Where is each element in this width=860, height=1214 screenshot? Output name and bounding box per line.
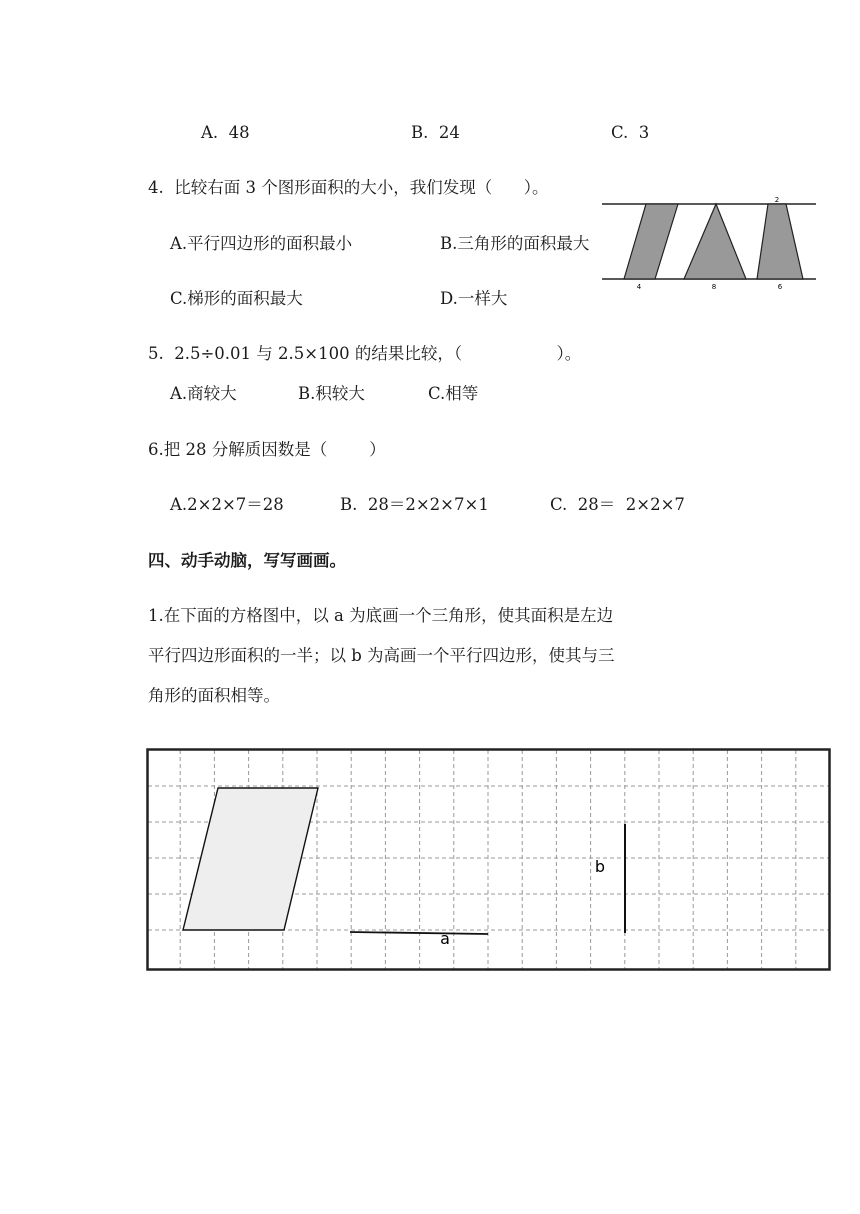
q5-stem: 5. 2.5÷0.01 与 2.5×100 的结果比较，（ ）。 (148, 344, 582, 363)
q4-stem: 4. 比较右面 3 个图形面积的大小，我们发现（ ）。 (148, 178, 549, 197)
label-base-3: 6 (777, 283, 783, 291)
label-top: 2 (774, 196, 780, 204)
q3-option-a: A. 48 (201, 123, 250, 142)
instruction-line-1: 1.在下面的方格图中，以 a 为底画一个三角形，使其面积是左边 (148, 606, 614, 625)
q4-option-c: C.梯形的面积最大 (170, 289, 303, 308)
label-base-2: 8 (711, 283, 717, 291)
triangle-shape (684, 204, 746, 279)
q5-option-c: C.相等 (428, 384, 479, 403)
q3-option-c: C. 3 (611, 123, 650, 142)
q6-stem: 6.把 28 分解质因数是（ ） (148, 440, 386, 459)
label-base-1: 4 (636, 283, 642, 291)
q6-option-a: A.2×2×7＝28 (170, 495, 284, 514)
label-a: a (440, 929, 450, 948)
q5-option-b: B.积较大 (298, 384, 365, 403)
given-parallelogram (183, 788, 318, 930)
drawing-grid[interactable] (146, 748, 832, 972)
q4-option-b: B.三角形的面积最大 (440, 234, 590, 253)
instruction-line-2: 平行四边形面积的一半；以 b 为高画一个平行四边形，使其与三 (148, 646, 615, 665)
segment-a (350, 932, 488, 934)
instruction-line-3: 角形的面积相等。 (148, 686, 280, 705)
q4-shapes-figure (600, 192, 822, 292)
label-b: b (594, 857, 606, 876)
q6-option-c: C. 28＝ 2×2×7 (550, 495, 685, 514)
parallelogram-shape (624, 204, 678, 279)
q6-option-b: B. 28＝2×2×7×1 (340, 495, 489, 514)
q4-option-d: D.一样大 (440, 289, 508, 308)
section-heading: 四、动手动脑，写写画画。 (148, 551, 346, 570)
q4-option-a: A.平行四边形的面积最小 (170, 234, 353, 253)
q3-option-b: B. 24 (411, 123, 460, 142)
q5-option-a: A.商较大 (170, 384, 237, 403)
trapezoid-shape (757, 204, 803, 279)
